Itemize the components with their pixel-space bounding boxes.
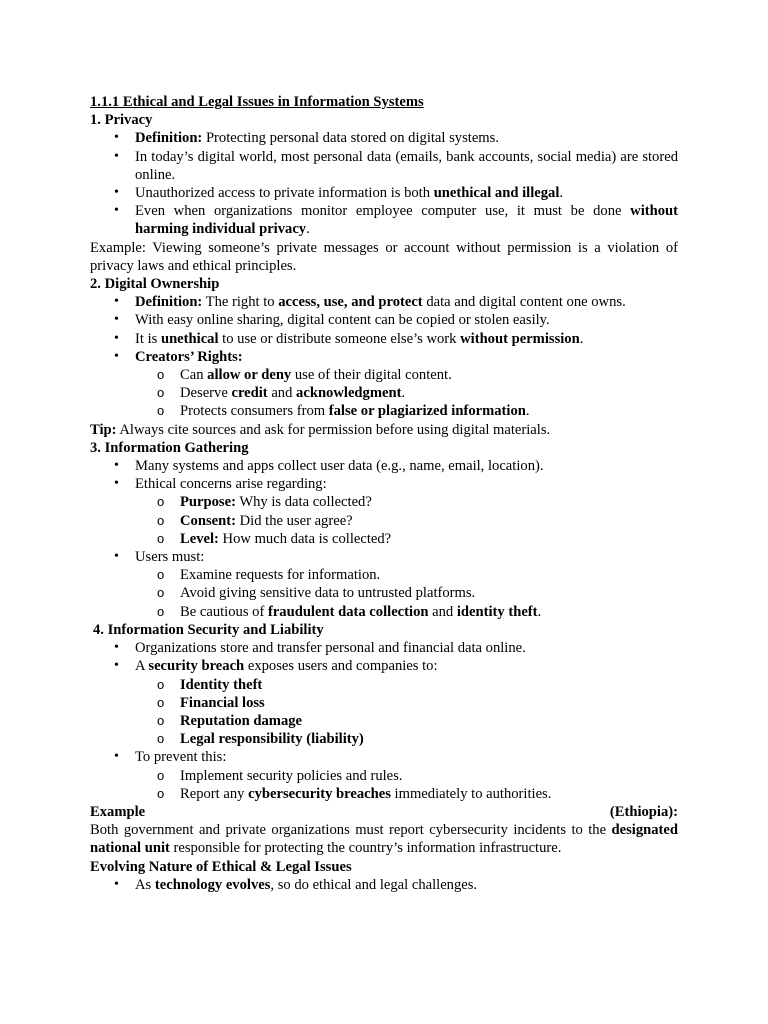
bold-text: security breach: [148, 658, 245, 675]
bullet-marker: •: [114, 549, 119, 565]
bullet-item: [90, 311, 678, 329]
bold-text: access, use, and protect: [278, 294, 423, 311]
bullet-marker: •: [114, 476, 119, 492]
sub-bullet-marker: o: [157, 403, 165, 419]
sub-bullet-item: [90, 402, 678, 420]
bold-text: without permission: [460, 330, 580, 347]
text: immediately to authorities.: [390, 785, 552, 802]
text: The right to: [202, 294, 279, 311]
bullet-item: [90, 639, 678, 657]
bullet-item: [90, 348, 678, 366]
bold-text: Identity theft: [180, 676, 263, 693]
sub-bullet-item: [90, 493, 678, 511]
paragraph: [90, 421, 678, 439]
example-label: Example: [90, 803, 146, 820]
text: Example: Viewing someone’s private messages or account without permission is a violation of privacy laws and ethical principles.: [90, 239, 678, 274]
text: Deserve: [180, 385, 232, 402]
sub-bullet-item: [90, 785, 678, 803]
paragraph: [90, 821, 678, 857]
bullet-marker: •: [114, 458, 119, 474]
text: Users must:: [135, 549, 205, 566]
bold-text: designated national unit: [90, 822, 678, 857]
bullet-marker: •: [114, 640, 119, 656]
example-country: (Ethiopia):: [609, 803, 678, 820]
text: Examine requests for information.: [180, 567, 381, 584]
text: As: [135, 876, 155, 893]
bullet-marker: •: [114, 312, 119, 328]
text: Organizations store and transfer personal and financial data online.: [135, 640, 526, 657]
text: , so do ethical and legal challenges.: [270, 876, 478, 893]
sub-bullet-marker: o: [157, 494, 165, 510]
bold-text: Legal responsibility (liability): [180, 731, 364, 748]
text: Both government and private organizations must report cybersecurity incidents to the: [90, 822, 612, 839]
text: Avoid giving sensitive data to untrusted platforms.: [180, 585, 476, 602]
sub-bullet-marker: o: [157, 367, 165, 383]
bullet-item: [90, 748, 678, 766]
sub-bullet-item: [90, 584, 678, 602]
sub-bullet-item: [90, 366, 678, 384]
bold-text: 2. Digital Ownership: [90, 276, 220, 293]
bold-text: 4. Information Security and Liability: [93, 621, 324, 638]
bullet-item: [90, 184, 678, 202]
text: Many systems and apps collect user data (e.g., name, email, location).: [135, 458, 544, 475]
sub-bullet-marker: o: [157, 585, 165, 601]
sub-bullet-item: [90, 676, 678, 694]
sub-bullet-marker: o: [157, 785, 165, 801]
text: responsible for protecting the country’s information infrastructure.: [169, 840, 562, 857]
bold-text: 3. Information Gathering: [90, 439, 249, 456]
paragraph: [90, 239, 678, 275]
bullet-item: [90, 148, 678, 184]
bullet-item: [90, 129, 678, 147]
bold-text: Consent:: [180, 512, 236, 529]
text: Protecting personal data stored on digital systems.: [202, 130, 499, 147]
text: Unauthorized access to private information is both: [135, 185, 434, 202]
section-heading: [90, 111, 678, 129]
text: Ethical concerns arise regarding:: [135, 476, 327, 493]
bullet-marker: •: [114, 876, 119, 892]
sub-bullet-item: [90, 694, 678, 712]
text: .: [579, 330, 584, 347]
text: Even when organizations monitor employee computer use, it must be done: [135, 203, 631, 220]
sub-bullet-item: [90, 730, 678, 748]
bullet-item: [90, 475, 678, 493]
text: .: [306, 221, 310, 238]
bullet-marker: •: [114, 185, 119, 201]
text: .: [525, 403, 530, 420]
bullet-item: [90, 657, 678, 675]
bullet-marker: •: [114, 148, 119, 164]
bullet-marker: •: [114, 658, 119, 674]
text: and: [428, 603, 457, 620]
sub-bullet-item: [90, 603, 678, 621]
bold-text: false or plagiarized information: [328, 403, 526, 420]
sub-bullet-marker: o: [157, 603, 165, 619]
bold-text: fraudulent data collection: [267, 603, 429, 620]
text: .: [537, 603, 542, 620]
text: use of their digital content.: [291, 367, 452, 384]
sub-bullet-item: [90, 566, 678, 584]
text: To prevent this:: [135, 749, 227, 766]
text: Did the user agree?: [235, 512, 353, 529]
bold-text: allow or deny: [207, 367, 292, 384]
sub-bullet-item: [90, 384, 678, 402]
text: Be cautious of: [180, 603, 268, 620]
sub-bullet-marker: o: [157, 676, 165, 692]
text: .: [559, 185, 564, 202]
sub-bullet-item: [90, 712, 678, 730]
text: Why is data collected?: [235, 494, 372, 511]
bullet-marker: •: [114, 203, 119, 219]
document-title: 1.1.1 Ethical and Legal Issues in Information Systems: [90, 94, 424, 110]
bold-text: cybersecurity breaches: [248, 785, 391, 802]
sub-bullet-marker: o: [157, 767, 165, 783]
text: .: [401, 385, 406, 402]
document-body: [90, 93, 678, 894]
text: In today’s digital world, most personal data (emails, bank accounts, social media) are stored online.: [135, 148, 678, 183]
bold-text: Level:: [180, 530, 219, 547]
bold-text: identity theft: [456, 603, 538, 620]
bullet-item: [90, 293, 678, 311]
bullet-item: [90, 548, 678, 566]
document-blocks: [90, 111, 678, 894]
sub-bullet-item: [90, 530, 678, 548]
bullet-marker: •: [114, 330, 119, 346]
section-heading: [90, 275, 678, 293]
bold-text: unethical and illegal: [433, 185, 560, 202]
bold-text: acknowledgment: [296, 385, 402, 402]
sub-bullet-item: [90, 767, 678, 785]
bullet-item: [90, 457, 678, 475]
text: to use or distribute someone else’s work: [218, 330, 461, 347]
text: Can: [180, 367, 208, 384]
bullet-item: [90, 330, 678, 348]
bold-text: 1. Privacy: [90, 112, 153, 129]
bold-text: technology evolves: [154, 876, 271, 893]
example-line: [90, 803, 678, 821]
bold-text: unethical: [160, 330, 219, 347]
bold-text: Tip:: [90, 421, 117, 438]
text: Implement security policies and rules.: [180, 767, 403, 784]
bullet-marker: •: [114, 749, 119, 765]
bold-text: Reputation damage: [180, 712, 303, 729]
text: How much data is collected?: [218, 530, 392, 547]
text: data and digital content one owns.: [422, 294, 626, 311]
bold-text: without harming individual privacy: [135, 203, 678, 238]
bold-text: Definition:: [135, 294, 203, 311]
bold-text: Creators’ Rights:: [135, 348, 243, 365]
text: Report any: [180, 785, 249, 802]
text: and: [267, 385, 297, 402]
text: It is: [135, 330, 161, 347]
text: exposes users and companies to:: [244, 658, 438, 675]
bold-text: Definition:: [135, 130, 203, 147]
bold-text: Financial loss: [180, 694, 265, 711]
bold-text: Purpose:: [180, 494, 236, 511]
bullet-item: [90, 876, 678, 894]
sub-bullet-item: [90, 512, 678, 530]
sub-bullet-marker: o: [157, 512, 165, 528]
bold-text: credit: [231, 385, 268, 402]
text: Protects consumers from: [180, 403, 329, 420]
bullet-marker: •: [114, 130, 119, 146]
section-heading: [90, 858, 678, 876]
text: With easy online sharing, digital content can be copied or stolen easily.: [135, 312, 550, 329]
text: Always cite sources and ask for permission before using digital materials.: [116, 421, 551, 438]
bold-text: Evolving Nature of Ethical & Legal Issues: [90, 858, 352, 875]
text: A: [135, 658, 149, 675]
sub-bullet-marker: o: [157, 731, 165, 747]
sub-bullet-marker: o: [157, 694, 165, 710]
sub-bullet-marker: o: [157, 530, 165, 546]
sub-bullet-marker: o: [157, 385, 165, 401]
bullet-item: [90, 202, 678, 238]
bullet-marker: •: [114, 348, 119, 364]
section-heading: [90, 621, 678, 639]
sub-bullet-marker: o: [157, 712, 165, 728]
sub-bullet-marker: o: [157, 567, 165, 583]
bullet-marker: •: [114, 294, 119, 310]
section-heading: [90, 439, 678, 457]
